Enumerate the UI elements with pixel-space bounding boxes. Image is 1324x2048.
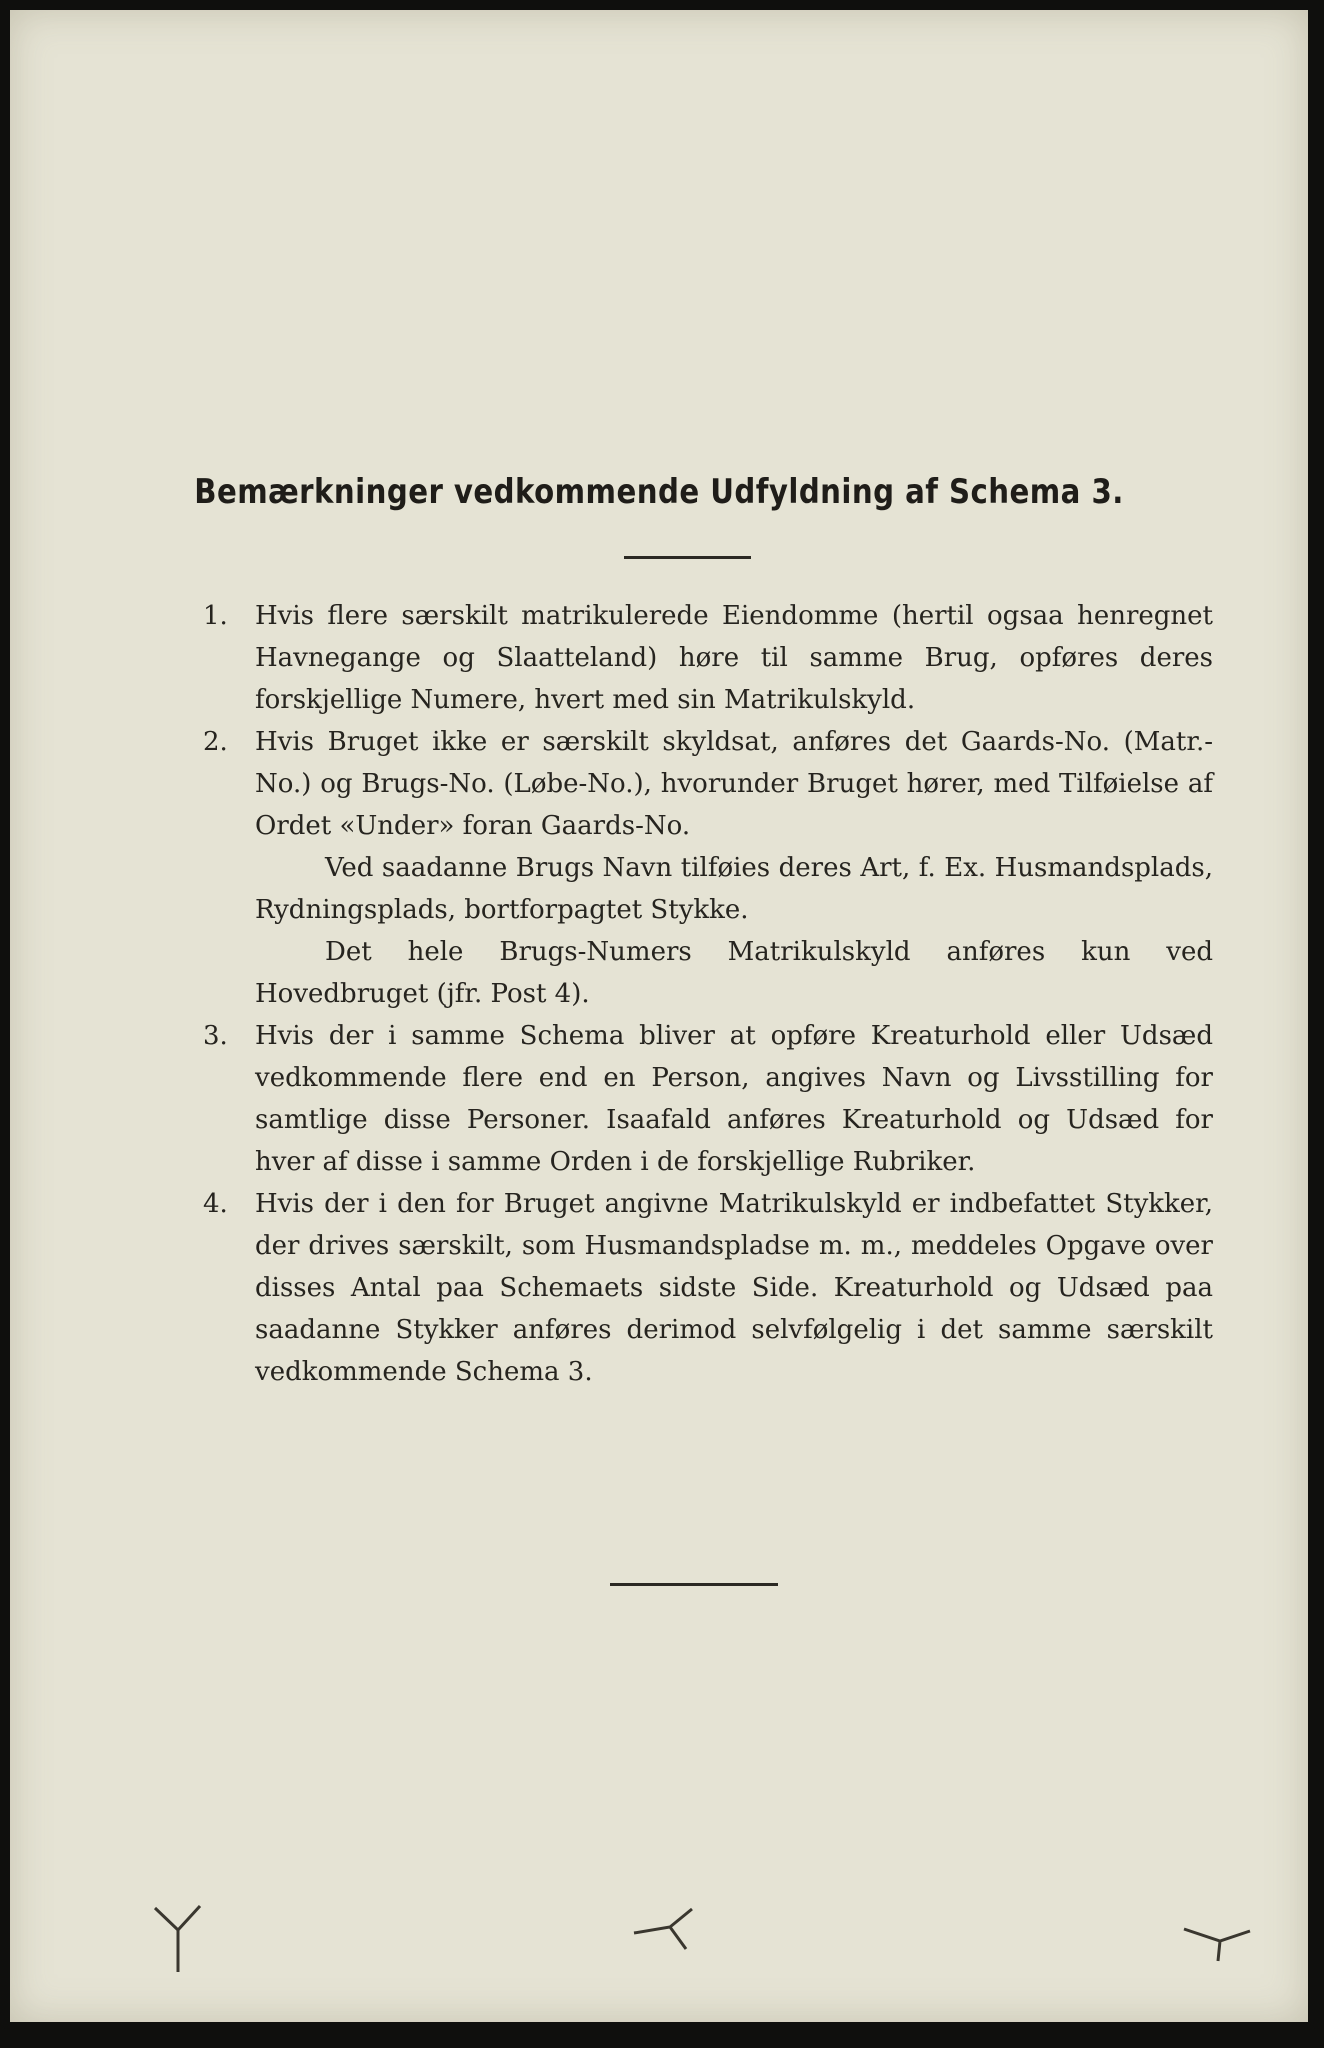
item-text: Hvis der i samme Schema bliver at opføre Kreaturhold eller Udsæd vedkommende flere end en Person, angives Navn og Livsstilling for samtlige disse Personer. Isaafald anføres Kreaturhold og Udsæd for hver af disse i samme Orden i de forskjellige Rubriker. — [255, 1021, 1213, 1177]
item-text: Hvis Bruget ikke er særskilt skyldsat, anføres det Gaards-No. (Matr.-No.) og Brugs-No. (Løbe-No.), hvorunder Bruget hører, med Tilføielse af Ordet «Under» foran Gaards-No. — [255, 727, 1213, 841]
crop-mark-icon — [150, 1900, 210, 1980]
item-text: Hvis flere særskilt matrikulerede Eiendomme (hertil ogsaa henregnet Havnegange og Slaatteland) høre til samme Brug, opføres deres forskjellige Numere, hvert med sin Matrikulskyld. — [255, 601, 1213, 715]
item-number: 1. — [203, 601, 228, 631]
paragraph: Det hele Brugs-Numers Matrikulskyld anføres kun ved Hovedbruget (jfr. Post 4). — [255, 937, 1213, 1009]
closing-divider — [610, 1583, 778, 1586]
paragraph: Ved saadanne Brugs Navn tilføies deres Art, f. Ex. Husmandsplads, Rydningsplads, bortforpagtet Stykke. — [255, 853, 1213, 925]
list-item — [203, 1183, 1213, 1393]
document-page — [10, 10, 1308, 2022]
crop-mark-icon — [630, 1905, 710, 1955]
instructions-body — [10, 595, 1308, 1393]
item-number: 4. — [203, 1189, 228, 1219]
item-text: Hvis der i den for Bruget angivne Matrikulskyld er indbefattet Stykker, der drives særskilt, som Husmandspladse m. m., meddeles Opgave over disses Antal paa Schemaets sidste Side. Kreaturhold og Udsæd paa saadanne Stykker anføres derimod selvfølgelig i det samme særskilt vedkommende Schema 3. — [255, 1189, 1213, 1387]
item-number: 2. — [203, 727, 228, 757]
page-title: Bemærkninger vedkommende Udfyldning af Schema 3. — [194, 472, 1124, 512]
title-divider — [624, 556, 751, 559]
list-item — [203, 595, 1213, 721]
item-number: 3. — [203, 1021, 228, 1051]
list-item — [203, 1015, 1213, 1183]
crop-mark-icon — [1180, 1915, 1260, 1965]
list-item — [203, 721, 1213, 847]
